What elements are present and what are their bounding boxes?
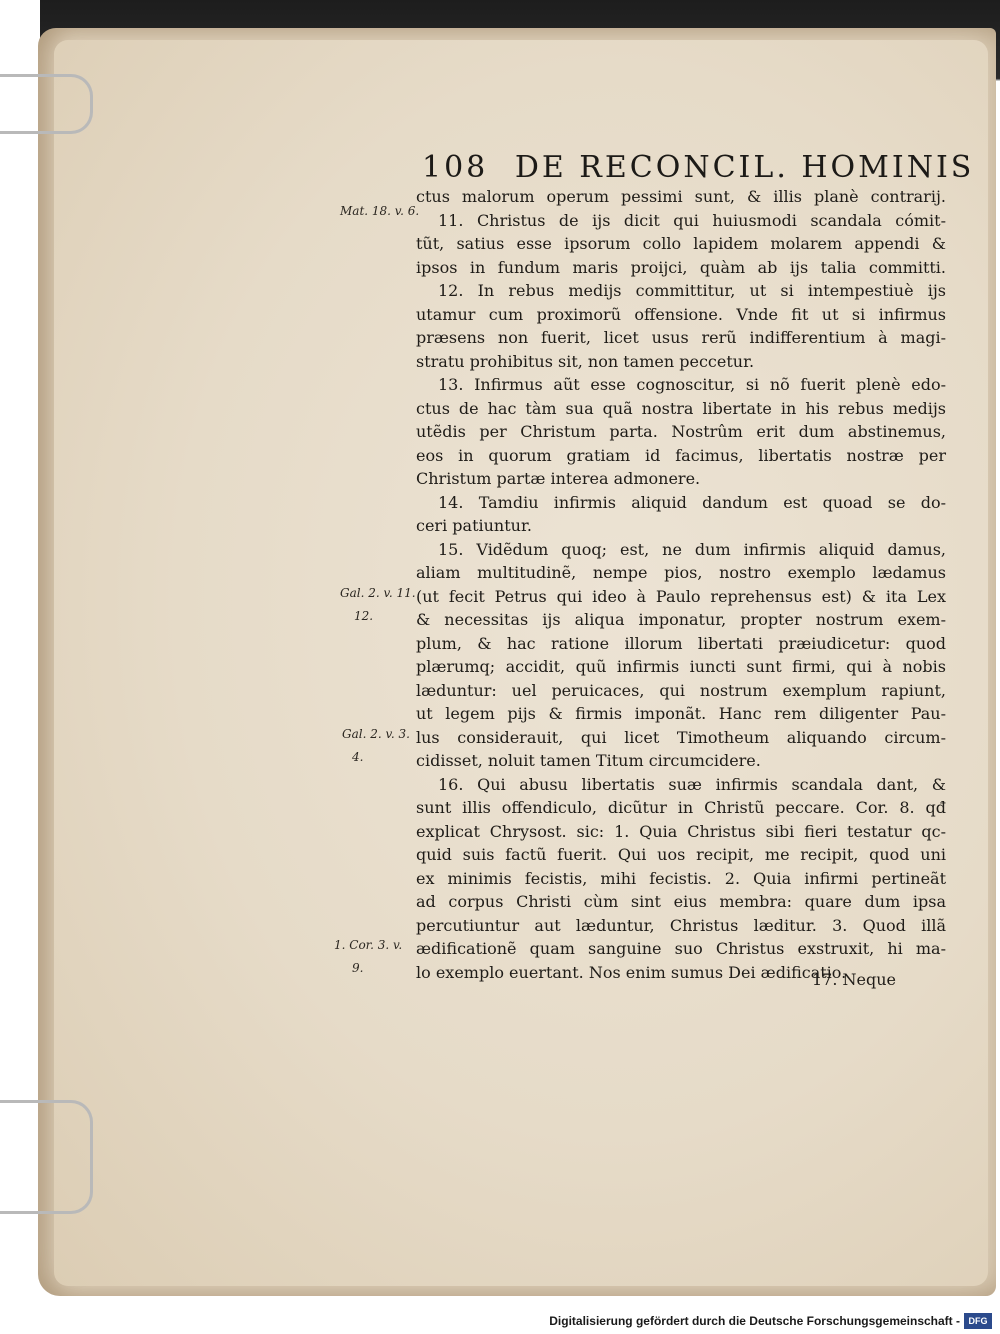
text-line: (ut fecit Petrus qui ideo à Paulo reprehensus est) & ita Lex: [416, 586, 946, 606]
funding-credit: Digitalisierung gefördert durch die Deutsche Forschungsgemeinschaft -: [549, 1314, 960, 1328]
body-text: [416, 185, 946, 984]
text-line: 11. Christus de ijs dicit qui huiusmodi scandala cómit-: [438, 210, 946, 230]
text-line: stratu prohibitus sit, non tamen peccetur.: [416, 351, 755, 371]
margin-note: 9.: [352, 961, 364, 975]
text-line: ctus de hac tàm sua quã nostra libertate in his rebus medijs: [416, 398, 946, 418]
text-line: & necessitas ijs aliqua imponatur, propter nostrum exem-: [416, 610, 946, 629]
text-line: 15. Vidẽdum quoq; est, ne dum infirmis aliquid damus,: [438, 539, 946, 559]
running-title: DE RECONCIL. HOMINIS: [514, 150, 975, 185]
text-line: Christum partæ interea admonere.: [416, 469, 701, 488]
text-line: 14. Tamdiu infirmis aliquid dandum est quoad se do-: [438, 492, 946, 512]
text-line: cidisset, noluit tamen Titum circumcidere.: [416, 751, 761, 770]
text-line: percutiuntur aut læduntur, Christus læditur. 3. Quod illã: [416, 915, 946, 935]
text-line: ad corpus Christi cùm sint eius membra: quare dum ipsa: [416, 892, 946, 911]
margin-note: 1. Cor. 3. v.: [334, 938, 403, 952]
text-line: aliam multitudinẽ, nempe pios, nostro exemplo lædamus: [416, 563, 946, 582]
text-line: plærumq; accidit, quũ infirmis iuncti sunt firmi, qui à nobis: [416, 657, 946, 676]
page-clip-icon: [0, 74, 93, 134]
margin-note: 12.: [354, 609, 374, 623]
text-line: quid suis factũ fuerit. Qui uos recipit, me recipit, quod uni: [416, 845, 946, 864]
text-line: utamur cum proximorũ offensione. Vnde fit ut si infirmus: [416, 304, 946, 324]
text-line: sunt illis offendiculo, dicũtur in Christũ peccare. Cor. 8. qđ: [416, 798, 946, 817]
footer-bar: [0, 1310, 1000, 1334]
text-line: 16. Qui abusu libertatis suæ infirmis scandala dant, &: [438, 774, 946, 794]
text-line: eos in quorum gratiam id facimus, libertatis nostræ per: [416, 445, 946, 465]
text-line: lo exemplo euertant. Nos enim sumus Dei ædificatio.: [416, 962, 847, 982]
catchword: 17. Neque: [812, 970, 897, 989]
margin-note: Mat. 18. v. 6.: [340, 204, 420, 218]
dfg-logo-icon: DFG: [964, 1313, 992, 1329]
text-line: tũt, satius esse ipsorum collo lapidem molarem appendi &: [416, 234, 946, 253]
text-line: explicat Chrysost. sic: 1. Quia Christus sibi fieri testatur qc-: [416, 821, 946, 841]
text-line: præsens non fuerit, licet usus rerũ indifferentium à magi-: [416, 328, 946, 347]
text-line: 12. In rebus medijs committitur, ut si intempestiuè ijs: [438, 281, 946, 300]
text-line: ex minimis fecistis, mihi fecistis. 2. Quia infirmi pertineãt: [416, 868, 946, 888]
text-line: ceri patiuntur.: [416, 516, 532, 535]
running-head: [422, 150, 975, 185]
text-line: 13. Infirmus aũt esse cognoscitur, si nõ fuerit plenè edo-: [438, 375, 946, 394]
text-line: ut legem pijs & firmis imponãt. Hanc rem diligenter Pau-: [416, 704, 946, 723]
page-clip-icon: [0, 1100, 93, 1214]
text-line: ctus malorum operum pessimi sunt, & illis planè contrarij.: [416, 187, 946, 206]
margin-note: Gal. 2. v. 3.: [342, 727, 410, 741]
text-line: lus considerauit, qui licet Timotheum aliquando circum-: [416, 727, 946, 747]
text-line: plum, & hac ratione illorum libertati præiudicetur: quod: [416, 633, 946, 653]
text-line: ædificationẽ quam sanguine suo Christus exstruxit, hi ma-: [416, 939, 946, 958]
margin-note: 4.: [352, 750, 364, 764]
page-number: 108: [422, 150, 489, 185]
text-line: ipsos in fundum maris proijci, quàm ab ijs talia committi.: [416, 257, 946, 277]
text-line: utẽdis per Christum parta. Nostrûm erit dum abstinemus,: [416, 422, 946, 441]
margin-note: Gal. 2. v. 11.: [340, 586, 416, 600]
text-line: læduntur: uel peruicaces, qui nostrum exemplum rapiunt,: [416, 680, 946, 700]
